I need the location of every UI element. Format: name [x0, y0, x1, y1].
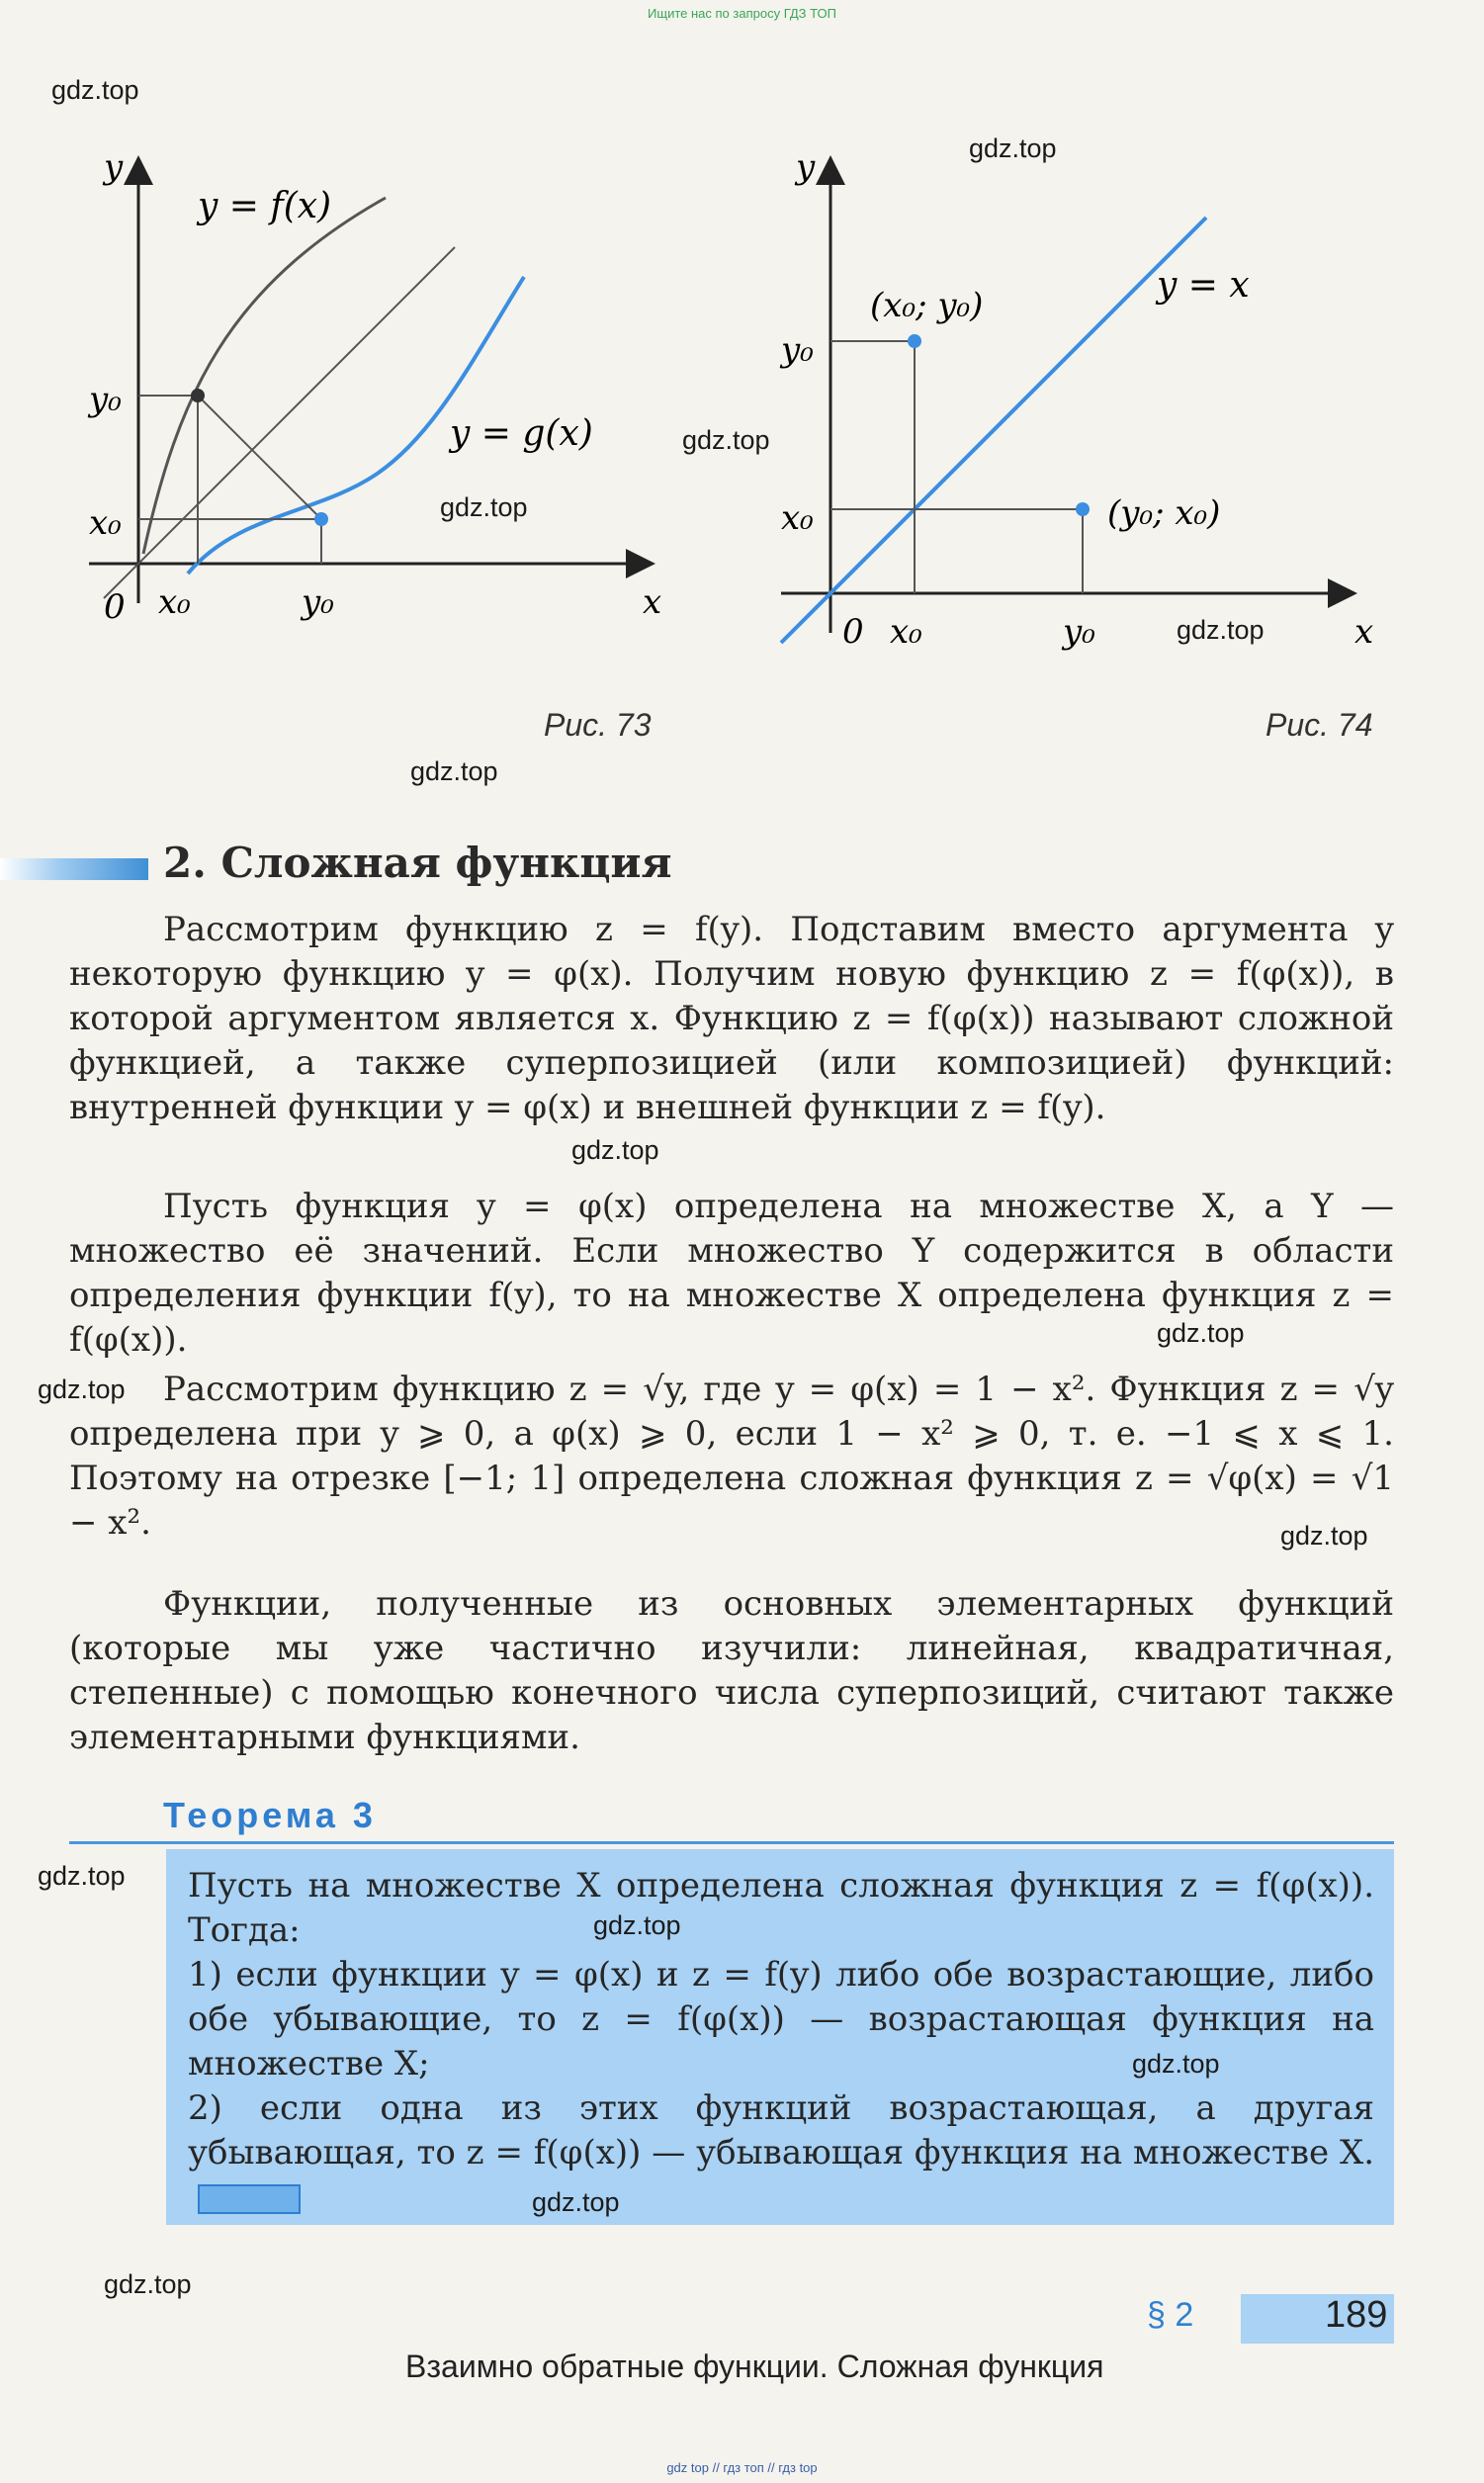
theorem-item-2-text: 2) если одна из этих функций возрастающая, а другая убывающая, то z = f(φ(x)) — убывающая функция на множестве X. [188, 2088, 1374, 2173]
watermark: gdz.top [532, 2187, 620, 2217]
watermark: gdz.top [440, 492, 528, 522]
watermark: gdz.top [38, 1861, 126, 1891]
paragraph-4: Функции, полученные из основных элементарных функций (которые мы уже частично изучили: линейная, квадратичная, степенные) с помощью конечного числа суперпозиций, считают также элементарными функциями. [69, 1584, 1394, 1757]
line-label: y = x [1157, 265, 1250, 306]
footer-section: § 2 [1147, 2296, 1194, 2334]
g-label: y = g(x) [450, 413, 593, 454]
watermark: gdz.top [1132, 2049, 1220, 2079]
point-g [314, 512, 328, 526]
end-of-proof-icon [198, 2184, 301, 2214]
y0-label: y₀ [781, 330, 814, 370]
watermark: gdz.top [593, 1910, 681, 1940]
x0-label: x₀ [89, 503, 122, 543]
f-curve [143, 198, 386, 554]
watermark: gdz.top [682, 425, 770, 455]
identity-line [781, 218, 1206, 643]
figure-74 [751, 138, 1404, 752]
figure-73-caption: Рис. 73 [544, 707, 652, 743]
figure-74-caption: Рис. 74 [1266, 707, 1373, 743]
watermark: gdz.top [1280, 1521, 1368, 1551]
footer-title: Взаимно обратные функции. Сложная функция [405, 2349, 1104, 2384]
theorem-item-2 [188, 2086, 1374, 2220]
theorem-intro: Пусть на множестве X определена сложная функция z = f(φ(x)). Тогда: [188, 1866, 1374, 1950]
y0-axis-label: y₀ [1063, 612, 1095, 652]
watermark: gdz.top [571, 1135, 659, 1165]
y0-axis-label: y₀ [302, 582, 334, 622]
watermark: gdz.top [104, 2269, 192, 2299]
origin-label: 0 [842, 612, 864, 652]
paragraph-1: Рассмотрим функцию z = f(y). Подставим вместо аргумента y некоторую функцию y = φ(x). Получим новую функцию z = f(φ(x)), в которой аргументом является x. Функцию z = f(φ(x)) называют сложной функцией, а также суперпозицией (или композицией) функций: внутренней функции y = φ(x) и внешней функции z = f(y). [69, 910, 1394, 1127]
x0-label: x₀ [781, 498, 814, 538]
page-number: 189 [1325, 2294, 1388, 2336]
theorem-divider [69, 1841, 1394, 1844]
theorem-title: Теорема 3 [163, 1795, 377, 1835]
x0-axis-label: x₀ [158, 582, 191, 622]
bisector-line [104, 247, 455, 598]
section-accent-bar [0, 858, 148, 880]
f-label: y = f(x) [198, 186, 332, 226]
point-x0-y0 [908, 334, 921, 348]
x-axis-label: x [643, 582, 662, 622]
point2-label: (y₀; x₀) [1107, 493, 1221, 533]
point-y0-x0 [1076, 502, 1090, 516]
top-search-link[interactable]: Ищите нас по запросу ГДЗ ТОП [648, 6, 836, 21]
bottom-link[interactable]: gdz top // гдз топ // гдз top [666, 2460, 818, 2475]
watermark: gdz.top [38, 1375, 126, 1404]
figure-73 [59, 138, 702, 752]
figure-73-graph [59, 138, 702, 752]
watermark: gdz.top [1177, 615, 1265, 645]
x-axis-label: x [1354, 612, 1374, 652]
section-title: 2. Сложная функция [163, 839, 672, 887]
watermark: gdz.top [51, 75, 139, 105]
figure-74-graph [751, 138, 1404, 752]
theorem-item-1: 1) если функции y = φ(x) и z = f(y) либо обе возрастающие, либо обе убывающие, то z = f(φ(x)) — возрастающая функция на множестве X; [188, 1955, 1374, 2084]
y-axis-label: y [796, 147, 816, 187]
watermark: gdz.top [969, 133, 1057, 163]
origin-label: 0 [104, 587, 126, 627]
theorem-body [188, 1864, 1374, 2220]
watermark: gdz.top [1157, 1318, 1245, 1348]
paragraph-3: Рассмотрим функцию z = √y, где y = φ(x) = 1 − x². Функция z = √y определена при y ⩾ 0, а φ(x) ⩾ 0, если 1 − x² ⩾ 0, т. е. −1 ⩽ x ⩽ 1. Поэтому на отрезке [−1; 1] определена сложная функция z = √φ(x) = √1 − x². [69, 1370, 1394, 1543]
point-f [191, 389, 205, 402]
y0-label: y₀ [89, 380, 122, 419]
watermark: gdz.top [410, 756, 498, 786]
point1-label: (x₀; y₀) [870, 286, 984, 325]
x0-axis-label: x₀ [890, 612, 922, 652]
y-axis-label: y [104, 147, 124, 187]
paragraph-2: Пусть функция y = φ(x) определена на множестве X, а Y — множество её значений. Если множество Y содержится в области определения функции f(y), то на множестве X определена функция z = f(φ(x)). [69, 1187, 1394, 1360]
